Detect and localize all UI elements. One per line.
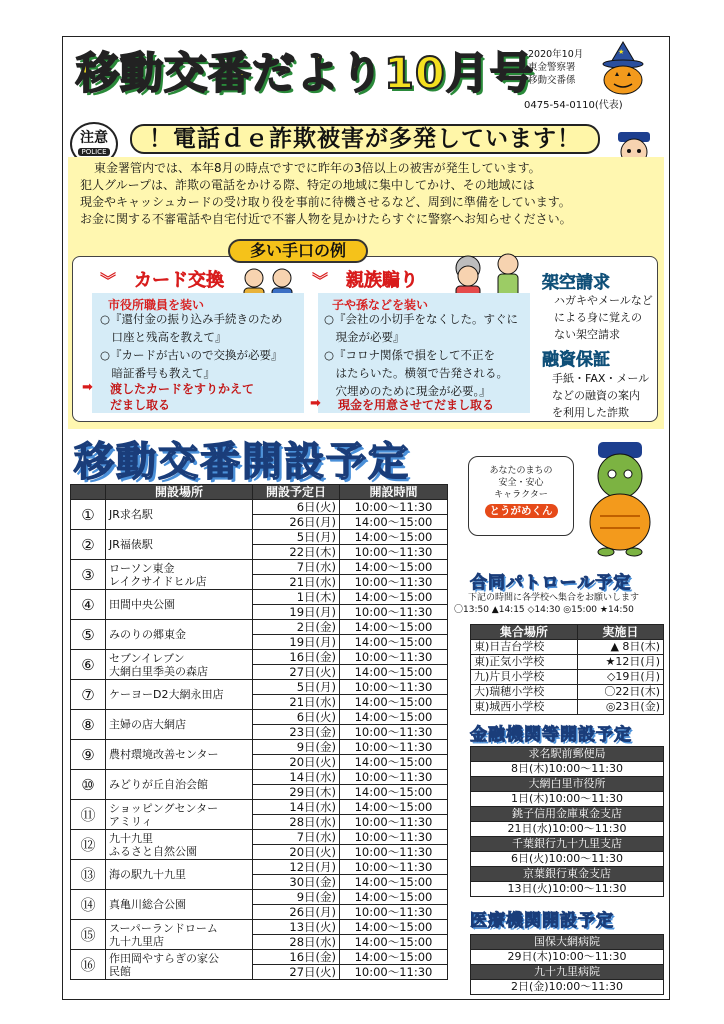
row-number: ③	[71, 560, 106, 590]
open-date: 20日(火)	[253, 755, 340, 770]
relative-fraud-sub: 子や孫などを装い	[332, 298, 429, 312]
place-name: 田間中央公園	[106, 590, 253, 620]
page-title: 移動交番だより10月号	[76, 49, 534, 99]
open-time: 14:00～15:00	[340, 785, 448, 800]
open-time: 10:00～11:30	[340, 860, 448, 875]
issuer-info	[528, 48, 583, 87]
open-time: 10:00～11:30	[340, 545, 448, 560]
row-number: ⑮	[71, 920, 106, 950]
table-row	[471, 670, 664, 685]
patrol-place: 東)城西小学校	[471, 700, 578, 715]
schedule-header-row	[71, 485, 448, 500]
open-date: 16日(金)	[253, 650, 340, 665]
row-number: ⑩	[71, 770, 106, 800]
place-name: 海の駅九十九里	[106, 860, 253, 890]
place-name: セブンイレブン 大網白里季美の森店	[106, 650, 253, 680]
table-row	[471, 822, 664, 837]
institution-schedule: 13日(火)10:00～11:30	[471, 882, 664, 897]
table-row	[471, 950, 664, 965]
place-name: 農村環境改善センター	[106, 740, 253, 770]
open-date: 16日(金)	[253, 950, 340, 965]
table-row	[471, 965, 664, 980]
relative-fraud-result: 現金を用意させてだまし取る	[338, 398, 495, 412]
open-date: 9日(金)	[253, 740, 340, 755]
row-number: ⑯	[71, 950, 106, 980]
place-name: JR求名駅	[106, 500, 253, 530]
open-date: 28日(水)	[253, 815, 340, 830]
table-row	[471, 882, 664, 897]
row-number: ⑪	[71, 800, 106, 830]
patrol-header-date: 実施日	[577, 625, 663, 640]
institution-name: 銚子信用金庫東金支店	[471, 807, 664, 822]
header-date: 開設予定日	[253, 485, 340, 500]
row-number: ④	[71, 590, 106, 620]
row-number: ⑫	[71, 830, 106, 860]
institution-name: 大網白里市役所	[471, 777, 664, 792]
examples-label: 多い手口の例	[228, 239, 368, 263]
open-time: 14:00～15:00	[340, 560, 448, 575]
open-time: 14:00～15:00	[340, 950, 448, 965]
table-row	[71, 560, 448, 575]
table-row	[71, 890, 448, 905]
table-row	[471, 935, 664, 950]
patrol-place: 東)日吉台学校	[471, 640, 578, 655]
open-time: 10:00～11:30	[340, 740, 448, 755]
warning-headline: ！電話ｄｅ詐欺被害が多発しています！	[130, 124, 600, 154]
institution-schedule: 6日(火)10:00～11:30	[471, 852, 664, 867]
issuer-date: 2020年10月	[528, 49, 584, 60]
patrol-header-place: 集合場所	[471, 625, 578, 640]
open-date: 6日(火)	[253, 500, 340, 515]
warning-intro: 東金署管内では、本年8月の時点ですでに昨年の3倍以上の被害が発生しています。 犯人グループは、詐欺の電話をかける際、特定の地域に集中してかけ、その地域には 現金やキャッシュカードの受け取り役を事前に待機させるなど、周到に準備をしています。 お金に関する不審電話や自宅付近で不審人物を見かけたらすぐに警察へお知らせください。	[80, 161, 572, 226]
patrol-title: 合同パトロール予定	[470, 573, 632, 593]
patrol-header-row	[471, 625, 664, 640]
open-time: 14:00～15:00	[340, 620, 448, 635]
row-number: ⑦	[71, 680, 106, 710]
open-date: 7日(水)	[253, 830, 340, 845]
schedule-table	[70, 484, 448, 980]
open-time: 10:00～11:30	[340, 845, 448, 860]
row-number: ⑭	[71, 890, 106, 920]
patrol-date: ◇19日(月)	[577, 670, 663, 685]
character-box: あなたのまちの 安全・安心 キャラクター とうがめくん	[468, 456, 574, 536]
open-time: 10:00～11:30	[340, 500, 448, 515]
patrol-place: 九)片貝小学校	[471, 670, 578, 685]
open-date: 2日(金)	[253, 620, 340, 635]
open-date: 19日(月)	[253, 635, 340, 650]
table-row	[471, 640, 664, 655]
institution-schedule: 1日(木)10:00～11:30	[471, 792, 664, 807]
open-time: 14:00～15:00	[340, 935, 448, 950]
chevron-down-icon: ︾	[312, 271, 329, 290]
open-date: 23日(金)	[253, 725, 340, 740]
schedule-title: 移動交番開設予定	[74, 439, 410, 485]
issuer-section: 移動交番係	[528, 75, 576, 86]
table-row	[71, 650, 448, 665]
relative-fraud-title: 親族騙り	[346, 270, 418, 291]
place-name: ケーヨーD2大網永田店	[106, 680, 253, 710]
open-time: 10:00～11:30	[340, 680, 448, 695]
open-time: 14:00～15:00	[340, 755, 448, 770]
open-date: 29日(木)	[253, 785, 340, 800]
table-row	[471, 655, 664, 670]
table-row	[71, 590, 448, 605]
patrol-legend: 下記の時間に各学校へ集合をお願いします 〇13:50 ▲14:15 ◇14:30 ◎15:00 ★14:50	[454, 593, 640, 615]
open-time: 10:00～11:30	[340, 575, 448, 590]
institution-name: 九十九里病院	[471, 965, 664, 980]
institution-name: 求名駅前郵便局	[471, 747, 664, 762]
table-row	[471, 700, 664, 715]
open-time: 14:00～15:00	[340, 530, 448, 545]
open-date: 30日(金)	[253, 875, 340, 890]
open-date: 6日(火)	[253, 710, 340, 725]
open-time: 14:00～15:00	[340, 710, 448, 725]
patrol-date: ★12日(月)	[577, 655, 663, 670]
open-time: 10:00～11:30	[340, 605, 448, 620]
table-row	[71, 950, 448, 965]
arrow-right-icon: ➡	[310, 396, 321, 411]
card-exchange-result: 渡したカードをすりかえて だまし取る	[110, 382, 255, 412]
row-number: ⑨	[71, 740, 106, 770]
place-name: みのりの郷東金	[106, 620, 253, 650]
place-name: JR福俵駅	[106, 530, 253, 560]
chevron-down-icon: ︾	[100, 271, 117, 290]
open-date: 9日(金)	[253, 890, 340, 905]
institution-schedule: 8日(木)10:00～11:30	[471, 762, 664, 777]
patrol-date: ▲ 8日(木)	[577, 640, 663, 655]
open-date: 1日(木)	[253, 590, 340, 605]
table-row	[471, 762, 664, 777]
table-row	[71, 680, 448, 695]
header-blank	[71, 485, 106, 500]
medical-table	[470, 934, 664, 995]
open-date: 19日(月)	[253, 605, 340, 620]
table-row	[471, 685, 664, 700]
open-date: 13日(火)	[253, 920, 340, 935]
open-time: 10:00～11:30	[340, 905, 448, 920]
card-exchange-title: カード交換	[134, 270, 224, 291]
open-time: 14:00～15:00	[340, 875, 448, 890]
open-time: 14:00～15:00	[340, 590, 448, 605]
row-number: ⑧	[71, 710, 106, 740]
institution-name: 国保大網病院	[471, 935, 664, 950]
table-row	[471, 980, 664, 995]
row-number: ⑬	[71, 860, 106, 890]
place-name: 九十九里 ふるさと自然公園	[106, 830, 253, 860]
open-date: 27日(火)	[253, 965, 340, 980]
table-row	[471, 867, 664, 882]
table-row	[71, 860, 448, 875]
pumpkin-witch-icon	[598, 40, 648, 96]
caution-badge: 注意 POLICE	[70, 122, 118, 166]
place-name: 作田岡やすらぎの家公 民館	[106, 950, 253, 980]
card-exchange-sub: 市役所職員を装い	[108, 298, 205, 312]
svg-text:★: ★	[618, 48, 625, 56]
finance-title: 金融機関等開設予定	[470, 725, 632, 745]
open-date: 7日(水)	[253, 560, 340, 575]
institution-schedule: 21日(水)10:00～11:30	[471, 822, 664, 837]
open-date: 14日(水)	[253, 770, 340, 785]
open-date: 12日(月)	[253, 860, 340, 875]
open-time: 14:00～15:00	[340, 890, 448, 905]
institution-schedule: 29日(木)10:00～11:30	[471, 950, 664, 965]
open-date: 28日(水)	[253, 935, 340, 950]
open-time: 10:00～11:30	[340, 830, 448, 845]
open-date: 14日(水)	[253, 800, 340, 815]
institution-name: 千葉銀行九十九里支店	[471, 837, 664, 852]
open-time: 14:00～15:00	[340, 665, 448, 680]
table-row	[71, 800, 448, 815]
phone-number: 0475-54-0110(代表)	[524, 100, 623, 111]
loan-guarantee-lines: 手紙・FAX・メール などの融資の案内 を利用した詐欺	[552, 372, 650, 419]
table-row	[71, 500, 448, 515]
open-time: 14:00～15:00	[340, 635, 448, 650]
open-date: 26日(月)	[253, 905, 340, 920]
togame-kun-mascot-icon	[578, 436, 662, 558]
open-time: 10:00～11:30	[340, 725, 448, 740]
table-row	[471, 792, 664, 807]
open-time: 14:00～15:00	[340, 800, 448, 815]
open-time: 14:00～15:00	[340, 515, 448, 530]
header-place: 開設場所	[106, 485, 253, 500]
table-row	[71, 620, 448, 635]
place-name: ローソン東金 レイクサイドヒル店	[106, 560, 253, 590]
open-time: 14:00～15:00	[340, 920, 448, 935]
open-time: 10:00～11:30	[340, 770, 448, 785]
patrol-date: ◎23日(金)	[577, 700, 663, 715]
open-date: 27日(火)	[253, 665, 340, 680]
open-date: 22日(木)	[253, 545, 340, 560]
card-exchange-lines: ○『還付金の振り込み手続きのため 口座と残高を教えて』 ○『カードが古いので交換が必要』 暗証番号も教えて』	[100, 312, 283, 380]
arrow-right-icon: ➡	[82, 380, 93, 395]
fictitious-billing-lines: ハガキやメールなど による身に覚えの ない架空請求	[554, 294, 653, 341]
open-time: 10:00～11:30	[340, 965, 448, 980]
table-row	[71, 770, 448, 785]
institution-name: 京葉銀行東金支店	[471, 867, 664, 882]
table-row	[71, 830, 448, 845]
table-row	[471, 837, 664, 852]
relative-fraud-lines: ○『会社の小切手をなくした。すぐに 現金が必要』 ○『コロナ関係で損をして不正を はたらいた。横領で告発される。 穴埋めのために現金が必要。』	[324, 312, 519, 398]
table-row	[471, 807, 664, 822]
table-row	[471, 747, 664, 762]
loan-guarantee-title: 融資保証	[542, 350, 610, 370]
patrol-date: 〇22日(木)	[577, 685, 663, 700]
table-row	[71, 920, 448, 935]
place-name: スーパーランドローム 九十九里店	[106, 920, 253, 950]
open-time: 10:00～11:30	[340, 650, 448, 665]
place-name: みどりが丘自治会館	[106, 770, 253, 800]
place-name: 真亀川総合公園	[106, 890, 253, 920]
open-date: 21日(水)	[253, 695, 340, 710]
open-date: 21日(水)	[253, 575, 340, 590]
row-number: ⑤	[71, 620, 106, 650]
table-row	[71, 530, 448, 545]
finance-table	[470, 746, 664, 897]
open-date: 20日(火)	[253, 845, 340, 860]
open-date: 5日(月)	[253, 530, 340, 545]
header-time: 開設時間	[340, 485, 448, 500]
patrol-place: 大)瑞穂小学校	[471, 685, 578, 700]
table-row	[71, 710, 448, 725]
patrol-place: 東)正気小学校	[471, 655, 578, 670]
medical-title: 医療機関開設予定	[470, 911, 614, 931]
character-name: とうがめくん	[485, 504, 558, 518]
table-row	[471, 777, 664, 792]
institution-schedule: 2日(金)10:00～11:30	[471, 980, 664, 995]
row-number: ⑥	[71, 650, 106, 680]
place-name: ショッピングセンター アミリィ	[106, 800, 253, 830]
place-name: 主婦の店大網店	[106, 710, 253, 740]
open-date: 5日(月)	[253, 680, 340, 695]
table-row	[471, 852, 664, 867]
open-date: 26日(月)	[253, 515, 340, 530]
row-number: ②	[71, 530, 106, 560]
patrol-table	[470, 624, 664, 715]
fictitious-billing-title: 架空請求	[542, 273, 610, 293]
row-number: ①	[71, 500, 106, 530]
table-row	[71, 740, 448, 755]
issuer-station: 東金警察署	[528, 62, 576, 73]
open-time: 14:00～15:00	[340, 695, 448, 710]
open-time: 10:00～11:30	[340, 815, 448, 830]
